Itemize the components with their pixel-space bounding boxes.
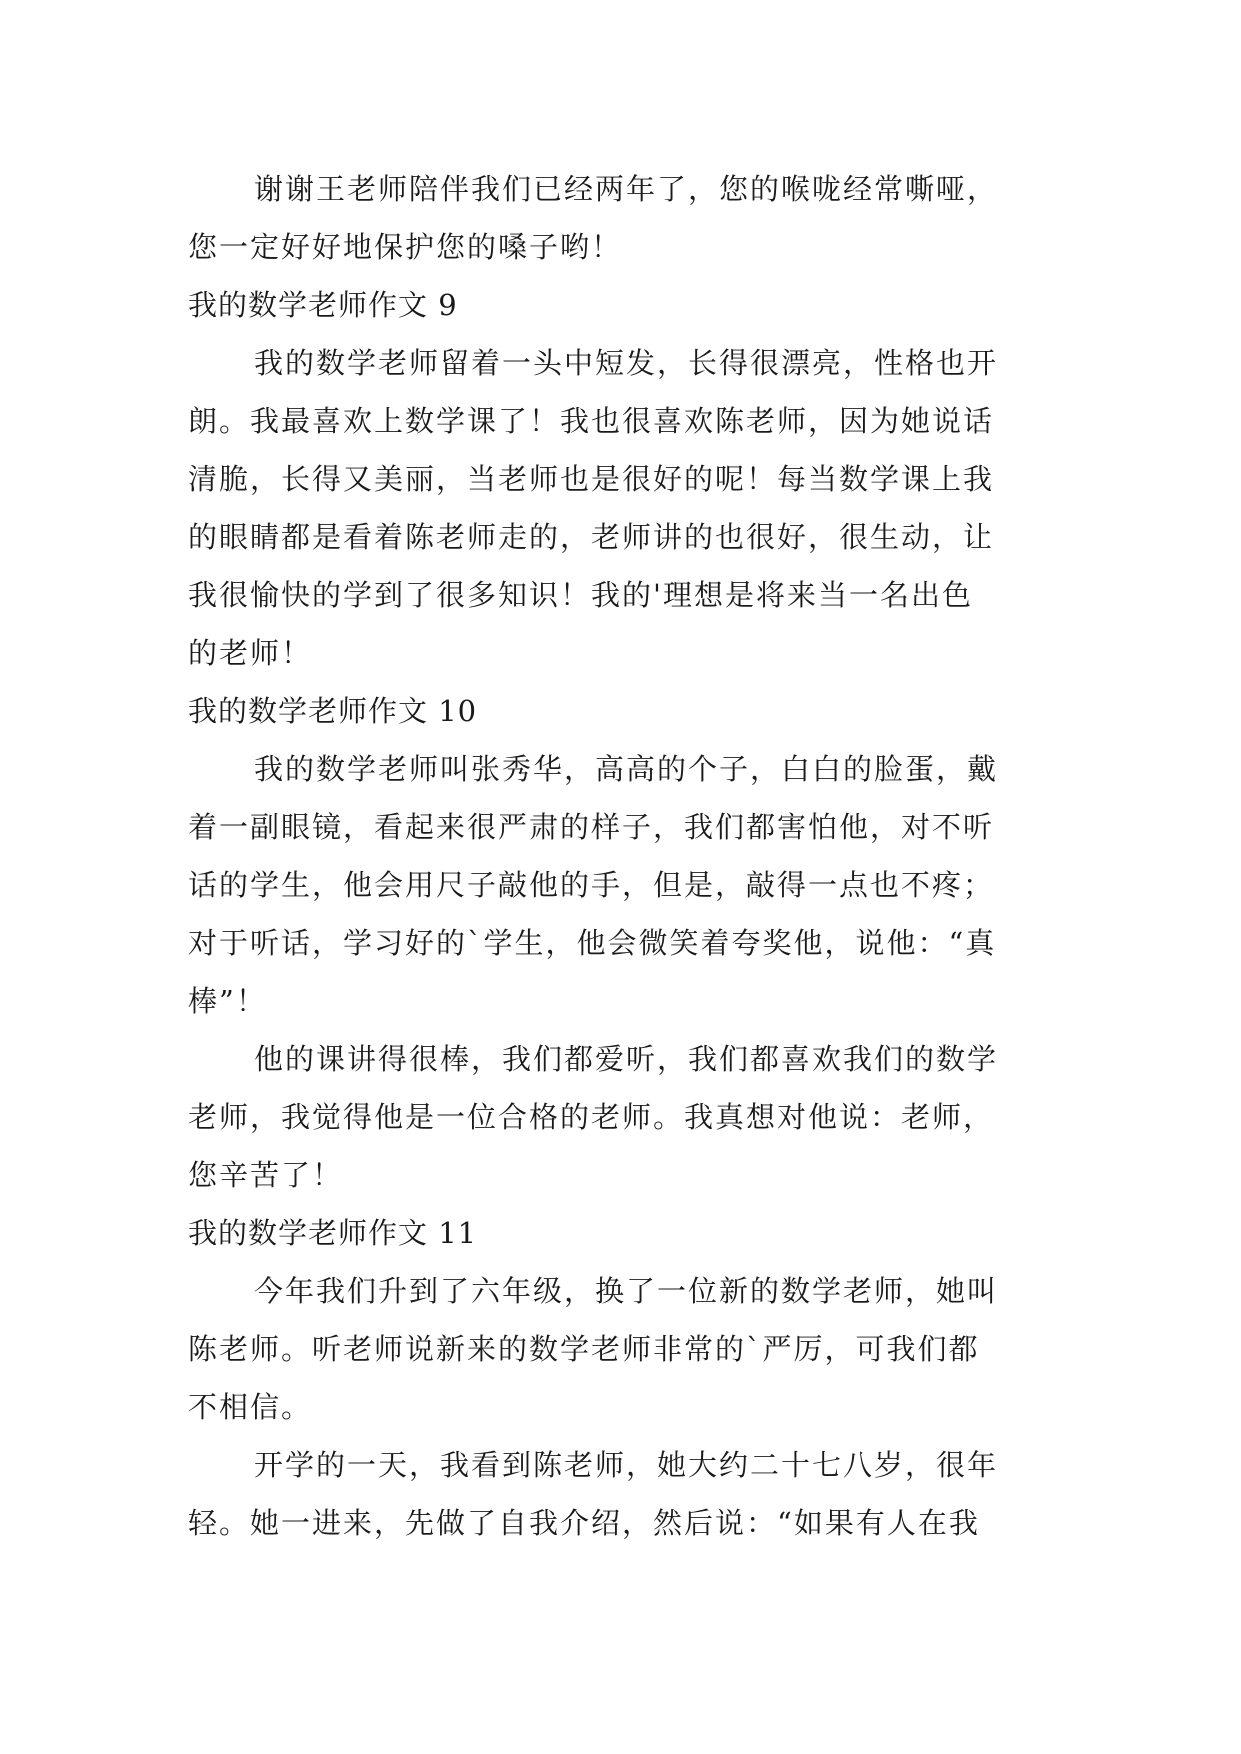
paragraph-line: 今年我们升到了六年级，换了一位新的数学老师，她叫 bbox=[254, 1274, 999, 1308]
paragraph-line: 我的数学老师叫张秀华，高高的个子，白白的脸蛋，戴 bbox=[254, 752, 999, 786]
paragraph-line: 话的学生，他会用尺子敲他的手，但是，敲得一点也不疼； bbox=[188, 868, 995, 902]
paragraph-line: 老师，我觉得他是一位合格的老师。我真想对他说：老师， bbox=[188, 1100, 995, 1134]
paragraph-line: 朗。我最喜欢上数学课了！我也很喜欢陈老师，因为她说话 bbox=[188, 404, 995, 438]
paragraph bbox=[188, 1030, 1056, 1204]
document-body bbox=[188, 160, 1056, 1552]
paragraph-line: 陈老师。听老师说新来的数学老师非常的`严厉，可我们都 bbox=[188, 1332, 980, 1366]
paragraph-line: 您辛苦了！ bbox=[188, 1158, 344, 1192]
paragraph-line: 的老师！ bbox=[188, 636, 313, 670]
paragraph-line: 他的课讲得很棒，我们都爱听，我们都喜欢我们的数学 bbox=[254, 1042, 999, 1076]
paragraph-line: 轻。她一进来，先做了自我介绍，然后说：“如果有人在我 bbox=[188, 1506, 980, 1540]
paragraph bbox=[188, 1262, 1056, 1436]
paragraph-line: 您一定好好地保护您的嗓子哟！ bbox=[188, 230, 623, 264]
paragraph-line: 的眼睛都是看着陈老师走的，老师讲的也很好，很生动，让 bbox=[188, 520, 995, 554]
paragraph bbox=[188, 1436, 1056, 1552]
paragraph bbox=[188, 160, 1056, 276]
paragraph-line: 棒”！ bbox=[188, 984, 267, 1018]
paragraph bbox=[188, 740, 1056, 1030]
section-heading: 我的数学老师作文 9 bbox=[188, 288, 458, 322]
paragraph bbox=[188, 334, 1056, 682]
paragraph-line: 对于听话，学习好的`学生，他会微笑着夸奖他，说他：“真 bbox=[188, 926, 997, 960]
paragraph-line: 我很愉快的学到了很多知识！我的'理想是将来当一名出色 bbox=[188, 578, 973, 612]
paragraph-line: 开学的一天，我看到陈老师，她大约二十七八岁，很年 bbox=[254, 1448, 999, 1482]
section-heading: 我的数学老师作文 11 bbox=[188, 1216, 478, 1250]
paragraph-line: 不相信。 bbox=[188, 1390, 313, 1424]
paragraph-line: 清脆，长得又美丽，当老师也是很好的呢！每当数学课上我 bbox=[188, 462, 995, 496]
paragraph-line: 着一副眼镜，看起来很严肃的样子，我们都害怕他，对不听 bbox=[188, 810, 995, 844]
paragraph-line: 谢谢王老师陪伴我们已经两年了，您的喉咙经常嘶哑， bbox=[254, 172, 999, 206]
paragraph-line: 我的数学老师留着一头中短发，长得很漂亮，性格也开 bbox=[254, 346, 999, 380]
section-heading: 我的数学老师作文 10 bbox=[188, 694, 478, 728]
